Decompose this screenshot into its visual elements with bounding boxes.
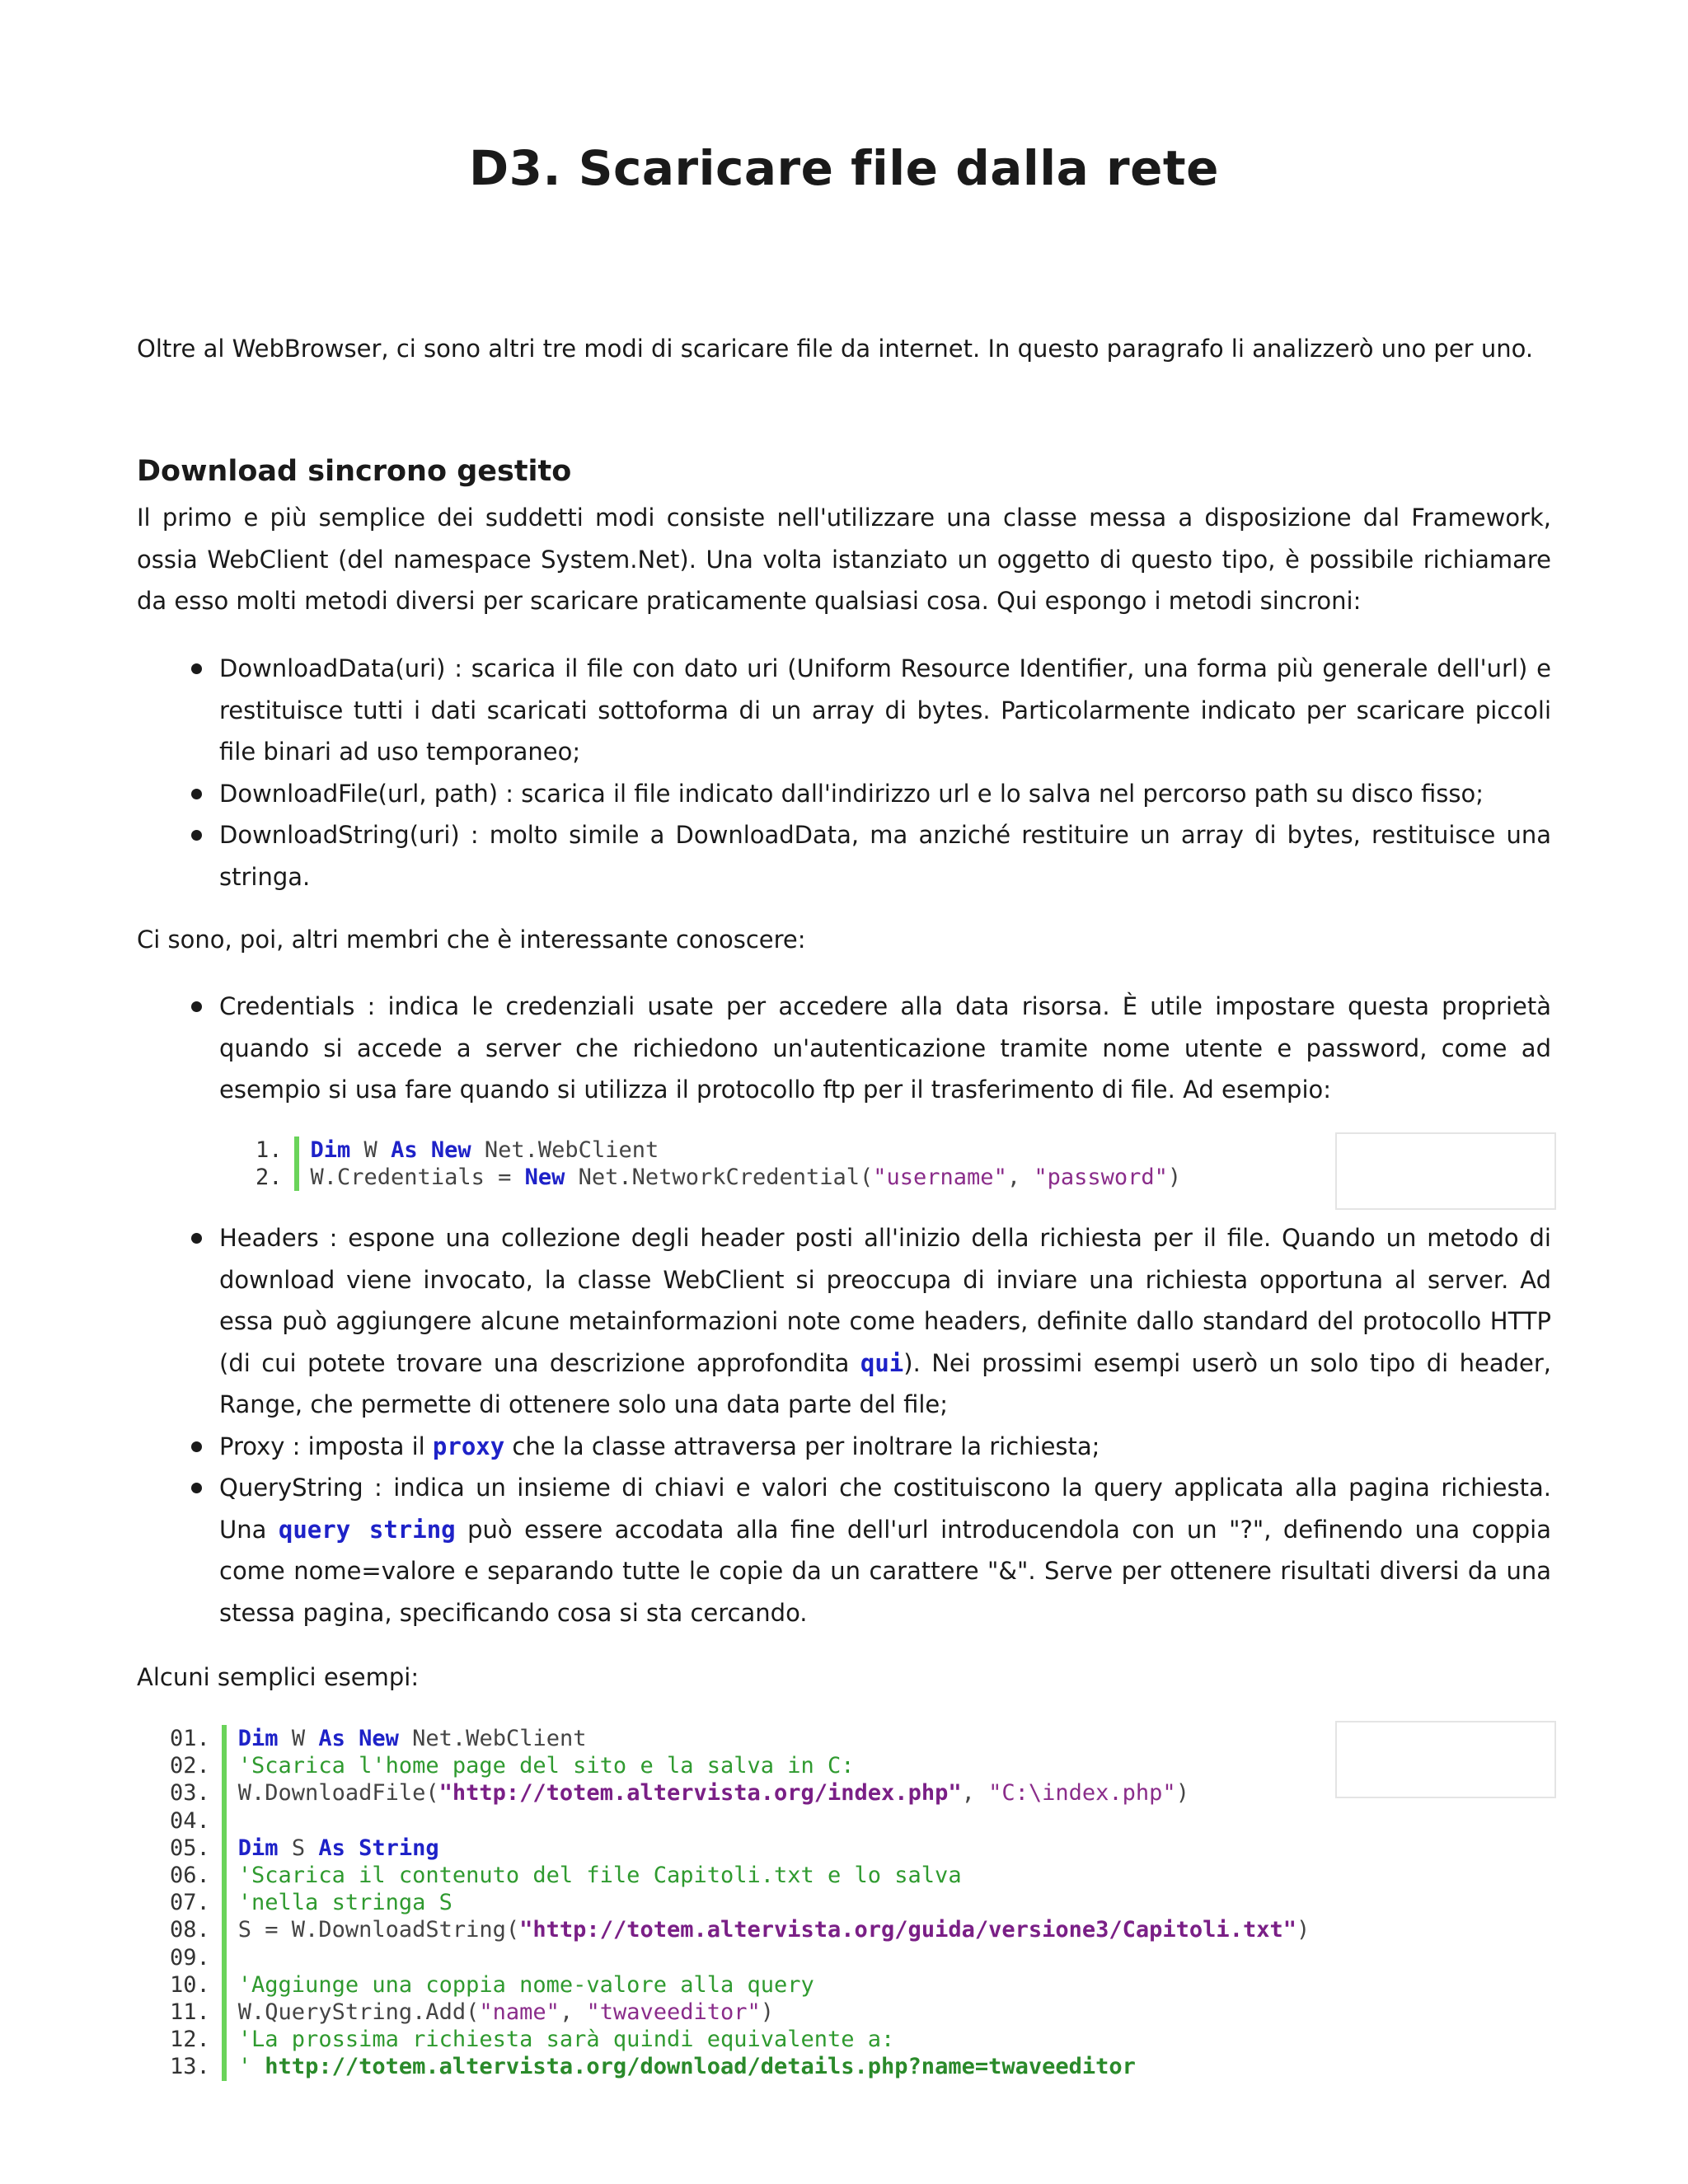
code-text: W.DownloadFile("http://totem.altervista.org/index.php", "C:\index.php") (222, 1779, 1189, 1807)
code-line (170, 1779, 1310, 1807)
code-text: S = W.DownloadString("http://totem.altervista.org/guida/versione3/Capitoli.txt") (222, 1916, 1310, 1943)
line-number: 01. (170, 1726, 210, 1751)
code-line (170, 1835, 1310, 1862)
list-item: QueryString : indica un insieme di chiavi e valori che costituiscono la query applicata alla pagina richiesta. Una query string può essere accodata alla fine dell'url introducendola con un "?", definendo una coppia come nome=valore e separando tutte le copie da un carattere "&". Serve per ottenere risultati diversi da una stessa pagina, specificando cosa si sta cercando. (137, 1467, 1551, 1633)
line-number: 12. (170, 2027, 210, 2053)
code-text: W.QueryString.Add("name", "twaveeditor") (222, 1999, 774, 2026)
page-title: D3. Scaricare file dalla rete (469, 140, 1219, 196)
code-block-examples (170, 1725, 1310, 2081)
methods-list (137, 648, 1551, 898)
code-text: 'Scarica l'home page del sito e la salva in C: (222, 1752, 855, 1779)
examples-intro: Alcuni semplici esempi: (137, 1663, 420, 1691)
list-item: Headers : espone una collezione degli header posti all'inizio della richiesta per il file. Quando un metodo di download viene invocato, la classe WebClient si preoccupa di inviare una richiesta opportuna al server. Ad essa può aggiungere alcune metainformazioni note come headers, definite dallo standard del protocollo HTTP (di cui potete trovare una descrizione approfondita qui). Nei prossimi esempi userò un solo tipo di header, Range, che permette di ottenere solo una data parte del file; (137, 1217, 1551, 1426)
line-number: 09. (170, 1944, 210, 1971)
proxy-link[interactable]: proxy (432, 1432, 505, 1460)
line-number: 11. (170, 1999, 210, 2026)
code-line (170, 1944, 1310, 1971)
code-text: 'La prossima richiesta sarà quindi equivalente a: (222, 2026, 895, 2053)
qui-link[interactable]: qui (860, 1348, 904, 1377)
line-number: 2. (256, 1165, 283, 1191)
list-item: DownloadFile(url, path) : scarica il file indicato dall'indirizzo url e lo salva nel percorso path su disco fisso; (137, 773, 1551, 815)
query-string-link[interactable]: query string (278, 1515, 456, 1544)
line-number: 08. (170, 1917, 210, 1943)
members-list-2 (137, 1217, 1551, 1633)
list-item: Proxy : imposta il proxy che la classe attraversa per inoltrare la richiesta; (137, 1426, 1551, 1468)
line-number: 05. (170, 1835, 210, 1861)
code-toolbar-box (1335, 1721, 1556, 1798)
line-number: 04. (170, 1807, 210, 1834)
code-line (170, 1807, 1310, 1835)
code-line (170, 1889, 1310, 1916)
code-text: 'Scarica il contenuto del file Capitoli.txt e lo salva (222, 1862, 962, 1889)
list-item: Credentials : indica le credenziali usate per accedere alla data risorsa. È utile impostare questa proprietà quando si accede a server che richiedono un'autenticazione tramite nome utente e password, come ad esempio si usa fare quando si utilizza il protocollo ftp per il trasferimento di file. Ad esempio: (137, 986, 1551, 1111)
line-number: 13. (170, 2054, 210, 2080)
code-text: Dim W As New Net.WebClient (294, 1137, 659, 1164)
members-intro: Ci sono, poi, altri membri che è interessante conoscere: (137, 926, 806, 954)
line-number: 03. (170, 1780, 210, 1807)
code-line (170, 2026, 1310, 2053)
code-line (170, 1752, 1310, 1779)
code-block-credentials (256, 1137, 1181, 1191)
section-heading: Download sincrono gestito (137, 455, 572, 488)
code-line (256, 1137, 1181, 1164)
code-text: Dim S As String (222, 1835, 439, 1862)
code-line (170, 1971, 1310, 1999)
list-item: DownloadString(uri) : molto simile a DownloadData, ma anziché restituire un array di bytes, restituisce una stringa. (137, 814, 1551, 898)
line-number: 1. (256, 1137, 283, 1163)
line-number: 07. (170, 1890, 210, 1916)
code-line (170, 2053, 1310, 2080)
code-line (170, 1725, 1310, 1752)
code-line (170, 1999, 1310, 2026)
section-paragraph: Il primo e più semplice dei suddetti modi consiste nell'utilizzare una classe messa a disposizione dal Framework, ossia WebClient (del namespace System.Net). Una volta istanziato un oggetto di questo tipo, è possibile richiamare da esso molti metodi diversi per scaricare praticamente qualsiasi cosa. Qui espongo i metodi sincroni: (137, 504, 1551, 615)
code-line (256, 1164, 1181, 1191)
members-list-1 (137, 986, 1551, 1111)
code-text: 'nella stringa S (222, 1889, 452, 1916)
code-text (222, 1807, 251, 1835)
intro-paragraph: Oltre al WebBrowser, ci sono altri tre modi di scaricare file da internet. In questo paragrafo li analizzerò uno per uno. (137, 335, 1534, 363)
line-number: 06. (170, 1863, 210, 1889)
code-text (222, 1944, 251, 1971)
code-text: W.Credentials = New Net.NetworkCredential("username", "password") (294, 1164, 1182, 1191)
code-text: 'Aggiunge una coppia nome-valore alla query (222, 1971, 814, 1999)
code-line (170, 1916, 1310, 1943)
code-text: ' http://totem.altervista.org/download/details.php?name=twaveeditor (222, 2053, 1136, 2080)
line-number: 10. (170, 1971, 210, 1998)
list-item: DownloadData(uri) : scarica il file con dato uri (Uniform Resource Identifier, una forma più generale dell'url) e restituisce tutti i dati scaricati sottoforma di un array di bytes. Particolarmente indicato per scaricare piccoli file binari ad uso temporaneo; (137, 648, 1551, 773)
code-toolbar-box (1335, 1132, 1556, 1210)
code-text: Dim W As New Net.WebClient (222, 1725, 587, 1752)
line-number: 02. (170, 1753, 210, 1779)
code-line (170, 1862, 1310, 1889)
